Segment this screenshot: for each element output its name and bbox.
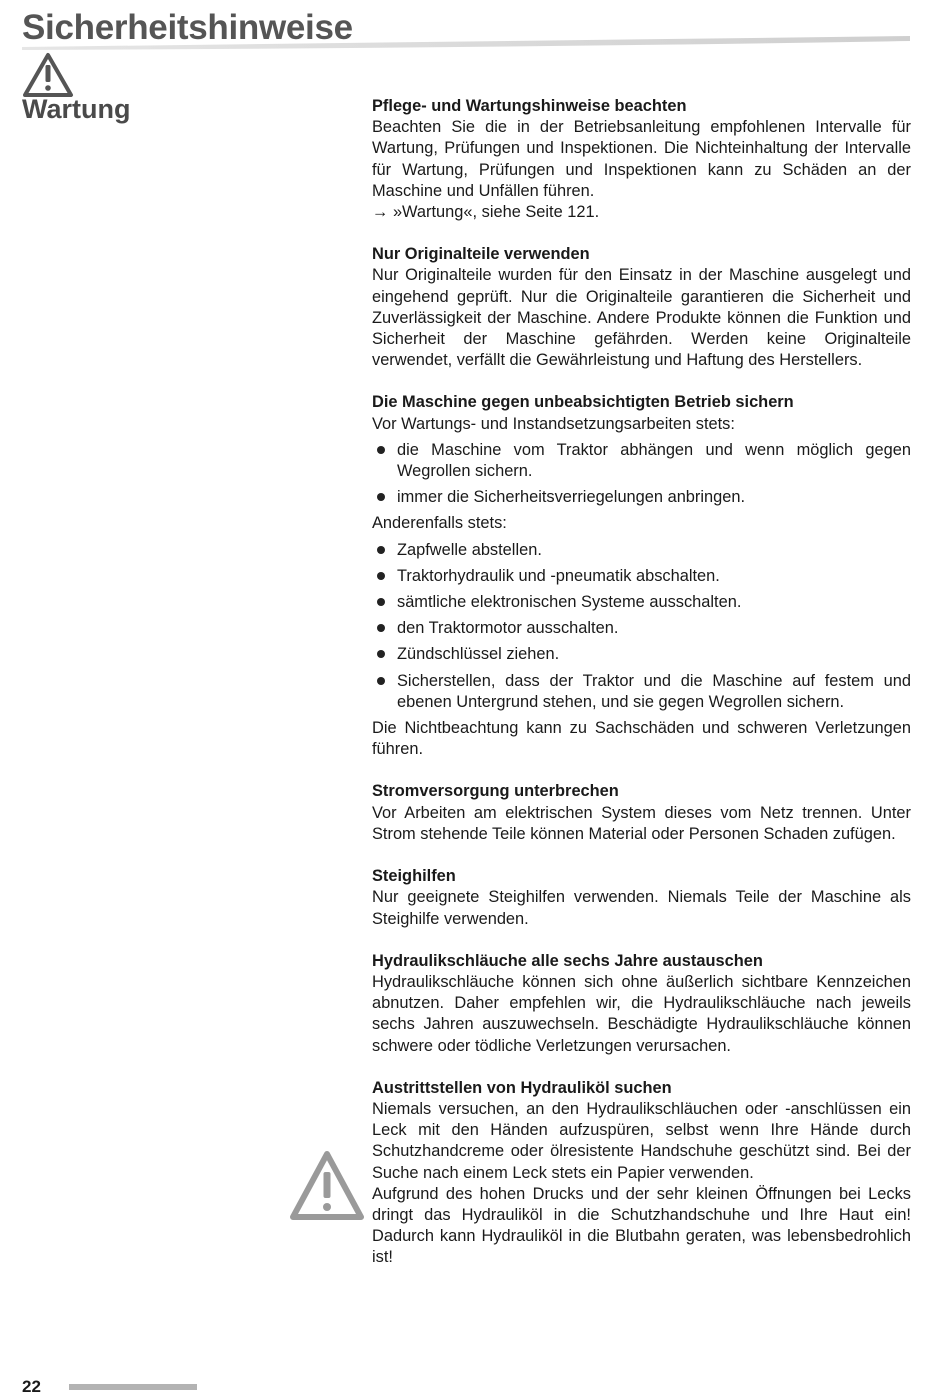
list-item: den Traktormotor ausschalten. [372,618,911,639]
bullet-icon [377,650,385,658]
section-title: Wartung [22,94,131,124]
bullet-icon [377,446,385,454]
bullet-list [372,540,911,713]
block-text: Aufgrund des hohen Drucks und der sehr kleinen Öffnungen bei Lecks dringt das Hydrauliköl in die Schutzhandschuhe und Ihre Haut ein! Dadurch kann Hydrauliköl in die Blutbahn geraten, was lebensbedrohlich ist! [372,1184,911,1267]
block-heading: Nur Originalteile verwenden [372,245,590,264]
block-heading: Die Maschine gegen unbeabsichtigten Betrieb sichern [372,393,794,412]
list-item: Sicherstellen, dass der Traktor und die Maschine auf festem und ebenen Untergrund stehen, und sie gegen Wegrollen sichern. [372,671,911,713]
block-text: Niemals versuchen, an den Hydraulikschläuchen oder -anschlüssen ein Leck mit den Händen aufzuspüren, selbst wenn Ihre Hände durch Schutzhandcreme oder ölresistente Handschuhe geschützt sind. Bei der Suche nach einem Leck stets ein Papier verwenden. [372,1099,911,1182]
block-strom [372,781,911,845]
block-text: Nur geeignete Steighilfen verwenden. Niemals Teile der Maschine als Steighilfe verwenden. [372,888,911,928]
list-item: sämtliche elektronischen Systeme ausschalten. [372,592,911,613]
block-heading: Stromversorgung unterbrechen [372,782,619,801]
bullet-icon [377,624,385,632]
bullet-icon [377,546,385,554]
page-number: 22 [22,1377,41,1396]
page-title: Sicherheitshinweise [22,8,353,47]
list-item: Zapfwelle abstellen. [372,540,911,561]
page-reference: → »Wartung«, siehe Seite 121. [372,203,600,222]
bullet-icon [377,572,385,580]
main-content [372,96,911,1290]
block-heading: Austrittstellen von Hydrauliköl suchen [372,1078,672,1097]
bullet-icon [377,598,385,606]
block-betrieb [372,392,911,760]
warning-triangle-icon [22,52,74,98]
bullet-icon [377,677,385,685]
block-text: Beachten Sie die in der Betriebsanleitung empfohlenen Intervalle für Wartung, Prüfungen und Inspektionen. Die Nichteinhaltung der Intervalle für Wartung, Prüfungen und Inspektionen kann zu Schäden an der Maschine und Unfällen führen. [372,118,911,200]
block-heading: Hydraulikschläuche alle sechs Jahre austauschen [372,951,763,970]
bullet-icon [377,493,385,501]
block-pflege [372,96,911,223]
block-schlaeuche [372,951,911,1057]
list-intro: Vor Wartungs- und Instandsetzungsarbeiten stets: [372,414,735,433]
block-heading: Pflege- und Wartungshinweise beachten [372,97,687,115]
bullet-list [372,440,911,509]
list-intro: Anderenfalls stets: [372,514,507,533]
list-item: Zündschlüssel ziehen. [372,644,911,665]
warning-triangle-icon [290,1150,364,1222]
block-originalteile [372,244,911,371]
block-text: Vor Arbeiten am elektrischen System dieses vom Netz trennen. Unter Strom stehende Teile können Material oder Personen Schaden zufügen. [372,803,911,843]
list-item: Traktorhydraulik und -pneumatik abschalten. [372,566,911,587]
block-heading: Steighilfen [372,867,456,886]
block-steighilfen [372,866,911,930]
list-item: immer die Sicherheitsverriegelungen anbringen. [372,487,911,508]
block-text: Nur Originalteile wurden für den Einsatz in der Maschine ausgelegt und eingehend geprüft. Nur die Originalteile garantieren die Sicherheit und Zuverlässigkeit der Maschine. Andere Produkte können die Funktion und Sicherheit der Maschine gefährden. Werden keine Originalteile verwendet, verfällt die Gewährleistung und Haftung des Herstellers. [372,266,911,370]
block-text: Die Nichtbeachtung kann zu Sachschäden und schweren Verletzungen führen. [372,719,911,759]
list-item: die Maschine vom Traktor abhängen und wenn möglich gegen Wegrollen sichern. [372,440,911,482]
footer-bar [69,1384,197,1390]
block-austritt [372,1078,911,1269]
block-text: Hydraulikschläuche können sich ohne äußerlich sichtbare Kennzeichen abnutzen. Daher empfehlen wir, die Hydraulikschläuche nach jeweils sechs Jahren auszuwechseln. Beschädigte Hydraulikschläuche können schwere oder tödliche Verletzungen verursachen. [372,972,911,1055]
